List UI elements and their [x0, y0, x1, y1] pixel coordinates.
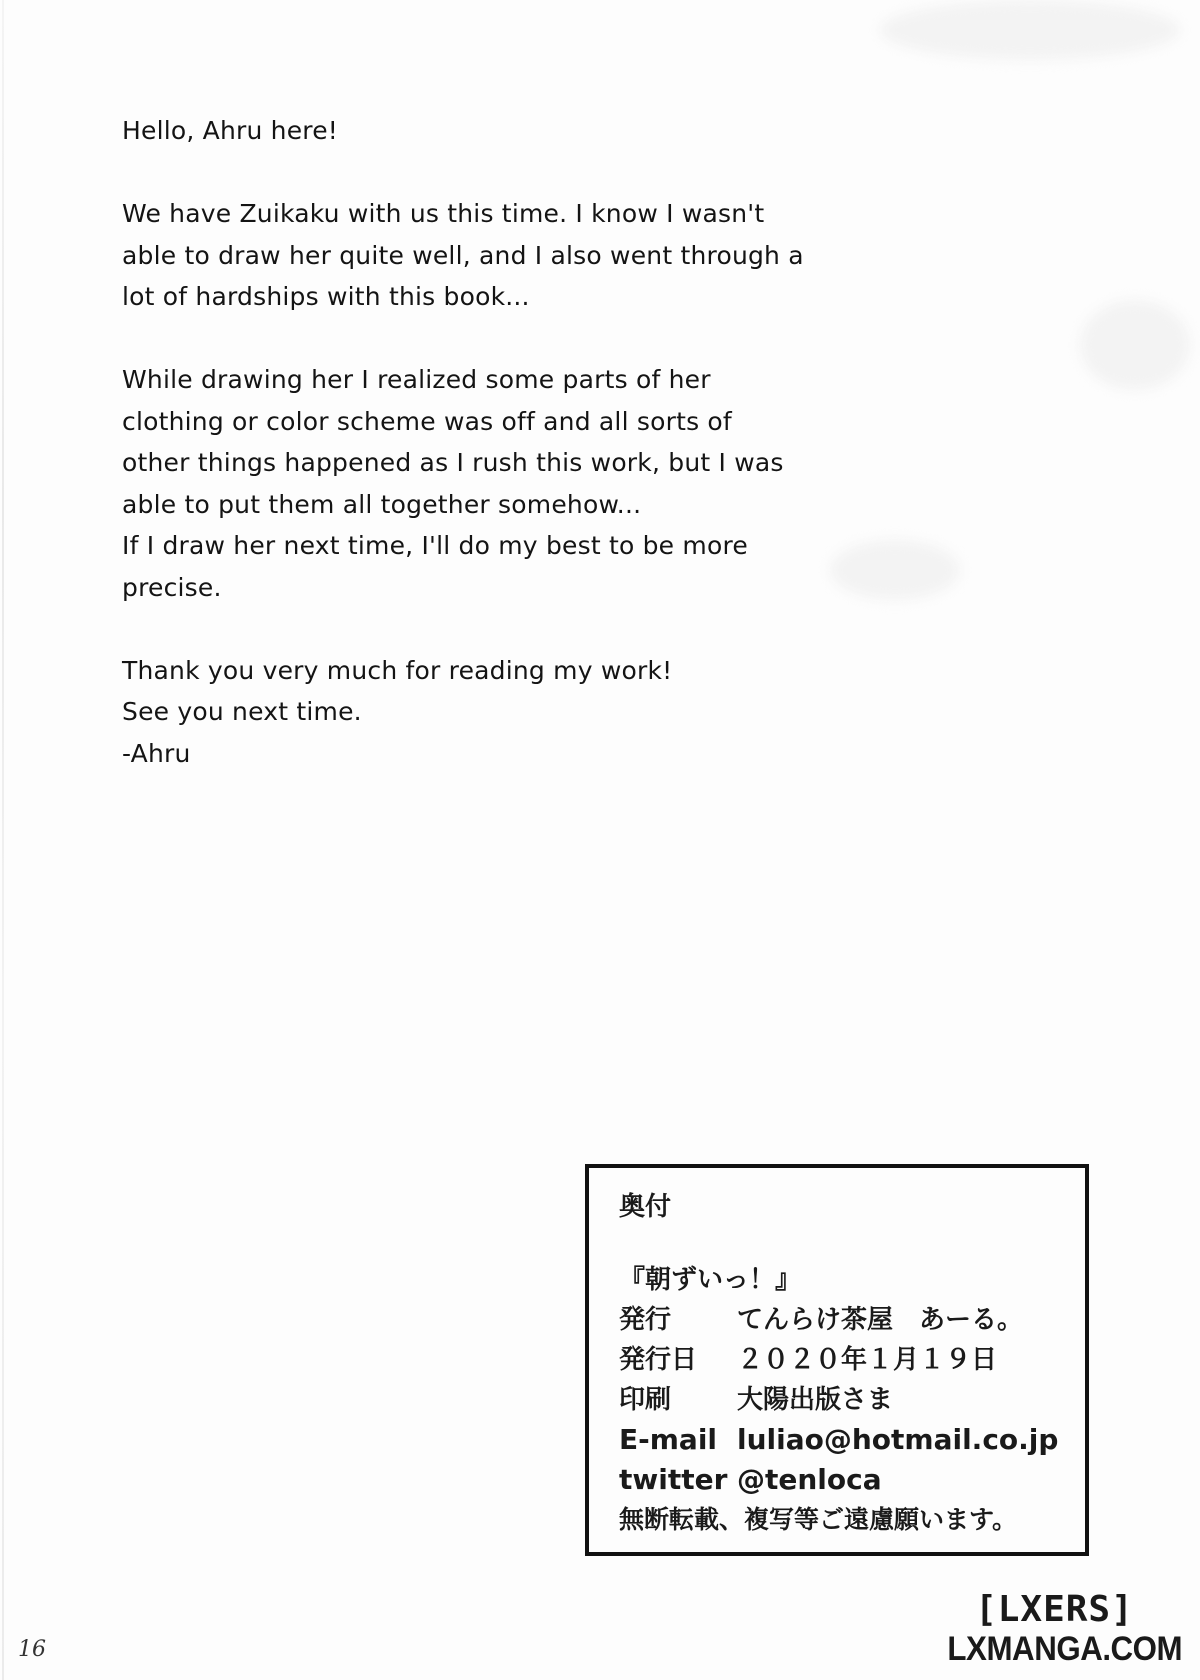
closing-line: Thank you very much for reading my work! — [122, 655, 673, 685]
watermark-group-name: [LXERS] — [975, 1589, 1134, 1630]
email-value: luliao@hotmail.co.jp — [737, 1423, 1059, 1456]
afterword-letter — [122, 110, 882, 774]
email-row — [619, 1420, 1085, 1460]
page-number: 16 — [18, 1637, 46, 1662]
paragraph-gap — [122, 608, 882, 650]
paragraph2-line: While drawing her I realized some parts of her — [122, 365, 711, 394]
publisher-label: 発行 — [619, 1305, 672, 1335]
publish-date-value: ２０２０年１月１９日 — [737, 1345, 998, 1375]
signature: -Ahru — [122, 738, 191, 768]
site-watermark — [927, 1589, 1182, 1668]
book-title: 『朝ずいっ！』 — [619, 1265, 802, 1295]
printer-value: 大陽出版さま — [737, 1385, 894, 1415]
publish-date-label: 発行日 — [619, 1345, 698, 1375]
paragraph1-line: able to draw her quite well, and I also went through a — [122, 240, 804, 270]
scan-smudge — [1080, 300, 1190, 390]
twitter-handle: @tenloca — [737, 1463, 882, 1496]
paragraph1-line: We have Zuikaku with us this time. I know I wasn't — [122, 199, 765, 228]
colophon-heading: 奥付 — [619, 1192, 672, 1222]
scan-smudge — [880, 0, 1180, 60]
copyright-notice: 無断転載、複写等ご遠慮願います。 — [619, 1505, 1018, 1534]
greeting-line: Hello, Ahru here! — [122, 116, 339, 145]
twitter-row — [619, 1460, 1085, 1500]
printer-row — [619, 1380, 1085, 1420]
printer-label: 印刷 — [619, 1385, 672, 1415]
publish-date-row — [619, 1340, 1085, 1380]
paragraph2-line: precise. — [122, 572, 222, 602]
watermark-site-name: LXMANGA.COM — [947, 1630, 1182, 1668]
paragraph-gap — [122, 152, 882, 194]
paragraph2-line: clothing or color scheme was off and all sorts of — [122, 406, 732, 436]
publisher-row — [619, 1300, 1085, 1340]
paragraph2-line: other things happened as I rush this work, but I was — [122, 448, 784, 477]
publisher-value: てんらけ茶屋 あーる。 — [737, 1305, 1024, 1335]
scan-edge — [2, 0, 4, 1680]
paragraph2-line: If I draw her next time, I'll do my best to be more — [122, 531, 748, 560]
paragraph-gap — [122, 318, 882, 360]
colophon-box — [585, 1164, 1089, 1556]
paragraph2-line: able to put them all together somehow... — [122, 489, 642, 519]
email-label: E-mail — [619, 1423, 718, 1456]
paragraph1-line: lot of hardships with this book... — [122, 282, 530, 311]
closing-line: See you next time. — [122, 697, 362, 726]
twitter-label: twitter — [619, 1463, 728, 1496]
